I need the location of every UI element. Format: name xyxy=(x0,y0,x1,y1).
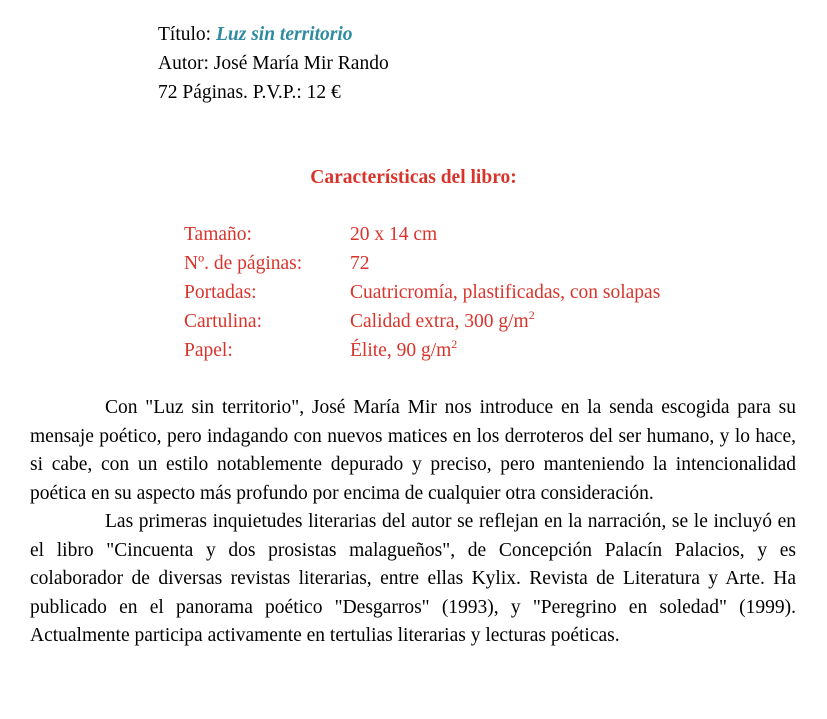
spec-label: Tamaño: xyxy=(184,224,252,245)
spec-value: 20 x 14 cm xyxy=(350,224,438,245)
spec-table xyxy=(184,220,660,365)
book-info xyxy=(158,20,389,107)
spec-row-size xyxy=(184,220,660,249)
book-title: Luz sin territorio xyxy=(215,24,353,45)
spec-row-pages xyxy=(184,249,660,278)
spec-value: Calidad extra, 300 $g/m^2$ xyxy=(350,307,535,332)
superscript: 2 xyxy=(528,307,535,322)
spec-value: Élite, 90 $g/m^2$ xyxy=(350,336,458,361)
spec-row-paper xyxy=(184,336,660,365)
pages-price-line: 72 Páginas. P.V.P.: 12 € xyxy=(158,82,341,103)
superscript: 2 xyxy=(451,336,458,351)
features-heading: Características del libro: xyxy=(310,167,517,188)
paragraph: Con "Luz sin territorio", José María Mir nos introduce en la senda escogida para su mensaje poético, pero indagando con nuevos matices en los derroteros del ser humano, y lo hace, si cabe, con un estilo notablemente depurado y preciso, pero manteniendo la intencionalidad poética en su aspecto más profundo por encima de cualquier otra consideración. xyxy=(30,397,796,504)
title-label: Título: xyxy=(158,24,212,45)
spec-row-cardstock xyxy=(184,307,660,336)
author-line: Autor: José María Mir Rando xyxy=(158,53,389,74)
spec-row-covers xyxy=(184,278,660,307)
spec-label: Nº. de páginas: xyxy=(184,253,303,274)
description xyxy=(30,394,796,651)
spec-label: Papel: xyxy=(184,340,233,361)
spec-value: Cuatricromía, plastificadas, con solapas xyxy=(350,282,661,303)
spec-label: Portadas: xyxy=(184,282,257,303)
spec-label: Cartulina: xyxy=(184,311,262,332)
spec-value: 72 xyxy=(350,253,370,274)
title-line xyxy=(158,20,389,49)
paragraph: Las primeras inquietudes literarias del autor se reflejan en la narración, se le incluyó en el libro "Cincuenta y dos prosistas malagueños", de Concepción Palacín Palacios, y es colaborador de diversas revistas literarias, entre ellas Kylix. Revista de Literatura y Arte. Ha publicado en el panorama poético "Desgarros" (1993), y "Peregrino en soledad" (1999). Actualmente participa activamente en tertulias literarias y lecturas poéticas. xyxy=(30,511,796,646)
